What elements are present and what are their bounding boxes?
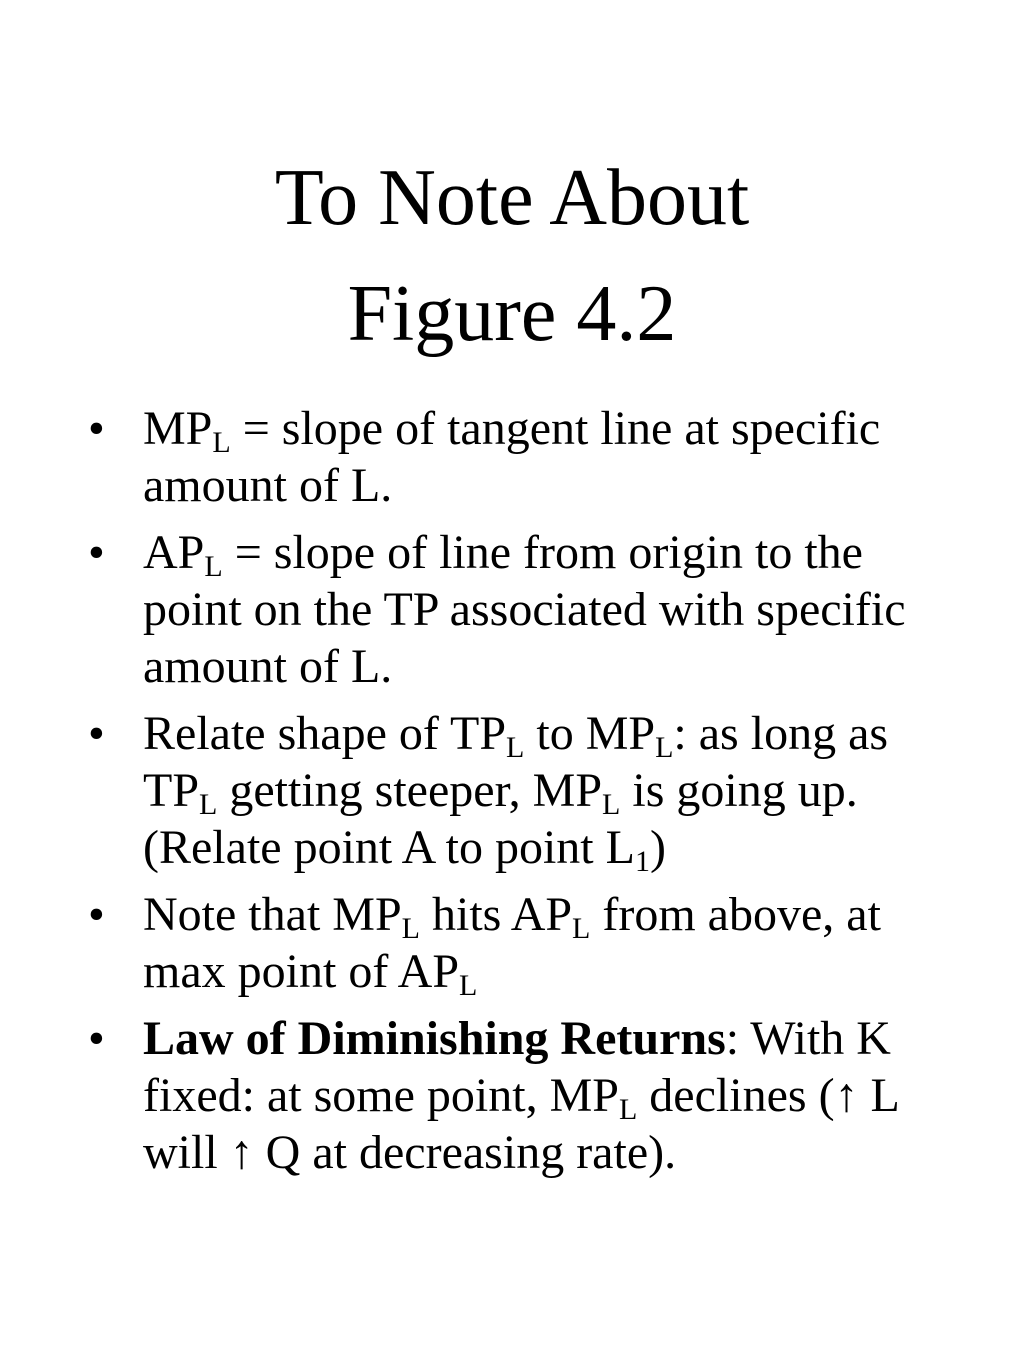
text-run: MP	[143, 402, 213, 455]
text-run: )	[649, 821, 666, 874]
slide-title	[0, 140, 1024, 372]
subscript: L	[602, 788, 621, 821]
text-run: Relate shape of TP	[143, 707, 507, 760]
text-run: from above, at max point of AP	[143, 888, 881, 998]
bullet-text	[143, 402, 880, 512]
bullet-text	[143, 526, 906, 693]
subscript: L	[618, 1093, 638, 1126]
bullet-item	[88, 400, 968, 514]
text-run: to MP	[524, 707, 656, 760]
subscript: L	[459, 969, 478, 1002]
bullet-marker: •	[88, 526, 105, 579]
subscript: L	[655, 731, 674, 764]
bullet-marker: •	[88, 402, 105, 455]
bullet-text	[143, 1012, 898, 1179]
text-run: getting steeper, MP	[217, 764, 603, 817]
text-run: Note that MP	[143, 888, 402, 941]
bullet-marker: •	[88, 707, 105, 760]
subscript: 1	[634, 845, 650, 878]
bold-term: Law of Diminishing Returns	[143, 1012, 726, 1065]
text-run: = slope of tangent line at specific amount of L.	[143, 402, 881, 512]
slide-title-line-2: Figure 4.2	[347, 270, 677, 358]
slide-title-line-1: To Note About	[274, 154, 750, 242]
bullet-item	[88, 524, 968, 695]
text-run: = slope of line from origin to the point on the TP associated with specific amount of L.	[143, 526, 906, 693]
text-run: : as long as TP	[143, 707, 889, 817]
subscript: L	[199, 788, 218, 821]
bullet-marker: •	[88, 1012, 105, 1065]
bullet-item	[88, 1010, 968, 1181]
bullet-item	[88, 705, 968, 876]
bullet-item	[88, 886, 968, 1000]
bullet-text	[143, 707, 889, 878]
text-run: hits AP	[419, 888, 573, 941]
subscript: L	[401, 912, 420, 945]
bullet-marker: •	[88, 888, 105, 941]
subscript: L	[506, 731, 525, 764]
text-run: : With K fixed: at some point, MP	[143, 1012, 891, 1122]
subscript: L	[212, 426, 231, 459]
bullet-text	[143, 888, 881, 1002]
bullet-list	[88, 400, 968, 1191]
text-run: is going up. (Relate point A to point L	[143, 764, 858, 874]
subscript: L	[572, 912, 591, 945]
subscript: L	[204, 550, 223, 583]
text-run: declines (↑ L will ↑ Q at decreasing rate).	[143, 1069, 899, 1179]
text-run: AP	[143, 526, 205, 579]
